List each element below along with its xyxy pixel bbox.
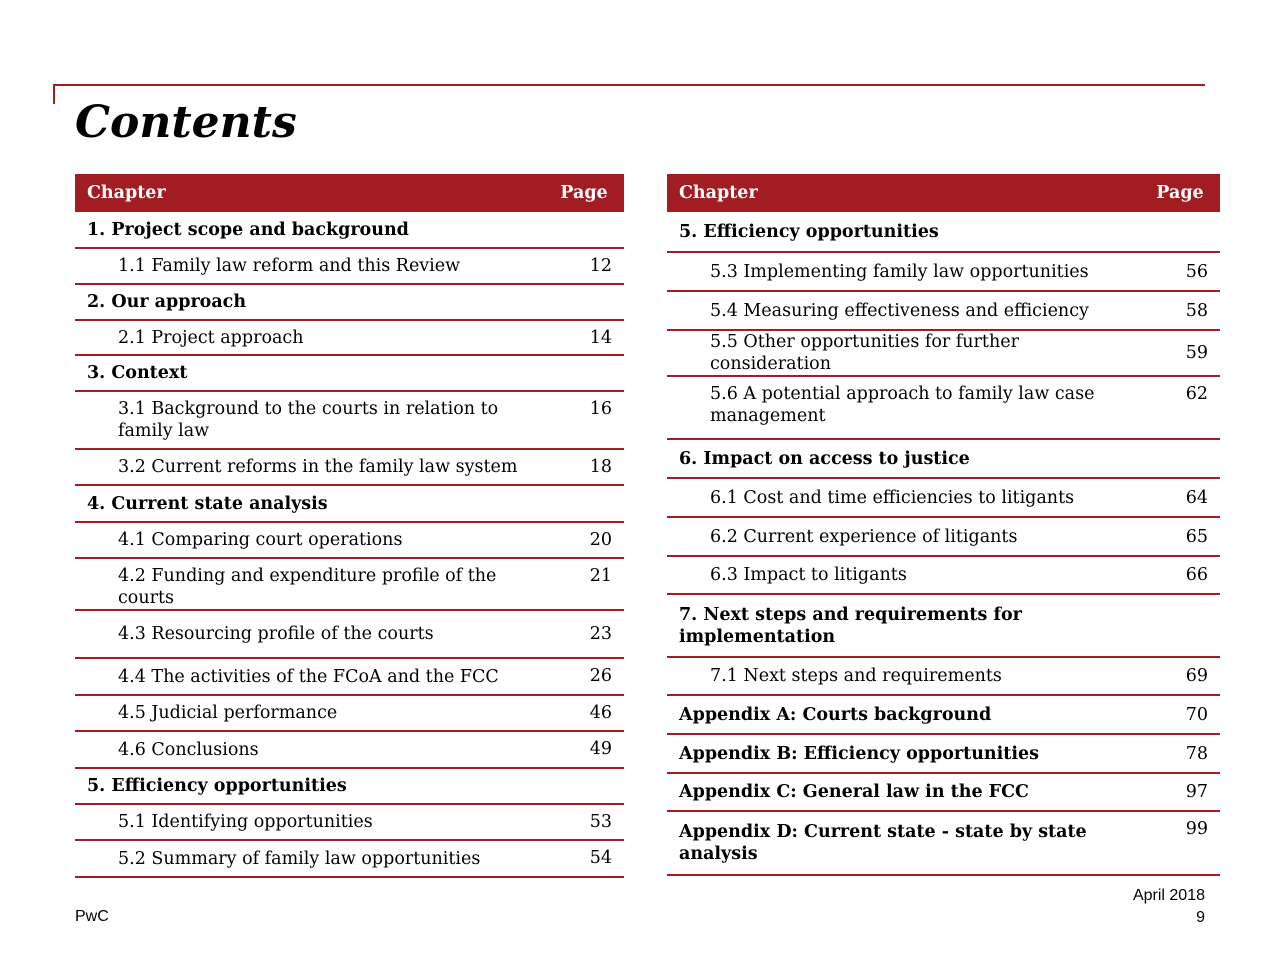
toc-entry-label: 4.5 Judicial performance: [75, 695, 544, 731]
toc-entry-page: 66: [1140, 556, 1220, 594]
toc-entry-row[interactable]: [667, 252, 1220, 291]
toc-entry-row[interactable]: [667, 291, 1220, 330]
toc-entry-row[interactable]: [75, 658, 624, 695]
toc-section-row[interactable]: [75, 768, 624, 804]
toc-entry-label: 1.1 Family law reform and this Review: [75, 248, 544, 284]
toc-entry-page: 46: [544, 695, 624, 731]
toc-entry-row[interactable]: [667, 376, 1220, 439]
table-header-row: [75, 174, 624, 212]
toc-entry-page: 12: [544, 248, 624, 284]
toc-entry-row[interactable]: [75, 731, 624, 768]
toc-entry-row[interactable]: [667, 517, 1220, 556]
contents-table-left: [75, 174, 624, 878]
chapter-column-header: Chapter: [75, 174, 544, 212]
toc-entry-page: 56: [1140, 252, 1220, 291]
footer-info: [1133, 885, 1205, 929]
table-header-row: [667, 174, 1220, 212]
toc-section-row[interactable]: [75, 485, 624, 522]
toc-section-row[interactable]: [75, 355, 624, 391]
toc-entry-page: [544, 212, 624, 248]
toc-entry-row[interactable]: [75, 522, 624, 558]
toc-entry-label: 2.1 Project approach: [75, 320, 544, 355]
toc-section-row[interactable]: [667, 212, 1220, 252]
toc-entry-label: 5.3 Implementing family law opportunities: [667, 252, 1140, 291]
toc-entry-label: 7.1 Next steps and requirements: [667, 657, 1140, 695]
toc-entry-row[interactable]: [75, 695, 624, 731]
toc-section-row[interactable]: [75, 212, 624, 248]
toc-entry-label: Appendix A: Courts background: [667, 695, 1140, 734]
toc-entry-row[interactable]: [75, 558, 624, 610]
toc-entry-label: 4. Current state analysis: [75, 485, 544, 522]
toc-entry-page: 69: [1140, 657, 1220, 695]
toc-entry-page: 97: [1140, 773, 1220, 811]
toc-entry-page: [544, 768, 624, 804]
toc-entry-label: 5.4 Measuring effectiveness and efficiency: [667, 291, 1140, 330]
toc-entry-label: 6.2 Current experience of litigants: [667, 517, 1140, 556]
toc-entry-row[interactable]: [667, 330, 1220, 376]
toc-entry-label: 4.4 The activities of the FCoA and the FCC: [75, 658, 544, 695]
toc-appendix-row[interactable]: [667, 695, 1220, 734]
toc-entry-page: 16: [544, 391, 624, 449]
toc-entry-label: 3. Context: [75, 355, 544, 391]
toc-entry-page: 21: [544, 558, 624, 610]
toc-entry-page: [1140, 439, 1220, 478]
toc-appendix-row[interactable]: [667, 811, 1220, 875]
toc-entry-page: [1140, 212, 1220, 252]
toc-entry-label: 3.1 Background to the courts in relation to family law: [75, 391, 544, 449]
toc-entry-label: 5. Efficiency opportunities: [667, 212, 1140, 252]
toc-entry-label: Appendix D: Current state - state by state analysis: [667, 811, 1140, 875]
toc-entry-page: [544, 485, 624, 522]
toc-entry-row[interactable]: [75, 610, 624, 658]
toc-entry-label: Appendix B: Efficiency opportunities: [667, 734, 1140, 773]
toc-entry-row[interactable]: [75, 248, 624, 284]
toc-entry-page: 65: [1140, 517, 1220, 556]
footer-brand: PwC: [75, 908, 109, 925]
toc-entry-label: 4.3 Resourcing profile of the courts: [75, 610, 544, 658]
toc-entry-page: 53: [544, 804, 624, 840]
page-title: Contents: [75, 97, 297, 148]
toc-entry-label: 6.1 Cost and time efficiencies to litigants: [667, 478, 1140, 517]
toc-entry-label: 2. Our approach: [75, 284, 544, 320]
toc-entry-label: Appendix C: General law in the FCC: [667, 773, 1140, 811]
toc-entry-page: 26: [544, 658, 624, 695]
toc-entry-label: 3.2 Current reforms in the family law system: [75, 449, 544, 485]
toc-entry-label: 5.6 A potential approach to family law case management: [667, 376, 1140, 439]
toc-entry-label: 5. Efficiency opportunities: [75, 768, 544, 804]
toc-entry-row[interactable]: [75, 320, 624, 355]
toc-section-row[interactable]: [667, 594, 1220, 657]
toc-entry-row[interactable]: [75, 391, 624, 449]
toc-entry-row[interactable]: [667, 556, 1220, 594]
toc-entry-row[interactable]: [667, 478, 1220, 517]
toc-entry-page: [544, 355, 624, 391]
toc-entry-page: 20: [544, 522, 624, 558]
toc-entry-page: 23: [544, 610, 624, 658]
toc-entry-label: 4.6 Conclusions: [75, 731, 544, 768]
toc-entry-page: 49: [544, 731, 624, 768]
toc-entry-page: 64: [1140, 478, 1220, 517]
header-rule: [53, 84, 1205, 86]
toc-section-row[interactable]: [75, 284, 624, 320]
toc-entry-page: 14: [544, 320, 624, 355]
toc-entry-label: 4.1 Comparing court operations: [75, 522, 544, 558]
toc-entry-label: 1. Project scope and background: [75, 212, 544, 248]
toc-entry-label: 6.3 Impact to litigants: [667, 556, 1140, 594]
chapter-column-header: Chapter: [667, 174, 1140, 212]
toc-section-row[interactable]: [667, 439, 1220, 478]
toc-entry-row[interactable]: [75, 804, 624, 840]
footer-date: April 2018: [1132, 887, 1205, 904]
toc-entry-page: 18: [544, 449, 624, 485]
page-column-header: Page: [1140, 174, 1220, 212]
header-rule-tick: [53, 84, 55, 104]
toc-entry-page: 62: [1140, 376, 1220, 439]
toc-entry-label: 6. Impact on access to justice: [667, 439, 1140, 478]
toc-entry-page: [544, 284, 624, 320]
toc-entry-page: 58: [1140, 291, 1220, 330]
toc-entry-label: 5.1 Identifying opportunities: [75, 804, 544, 840]
toc-entry-page: 70: [1140, 695, 1220, 734]
page-column-header: Page: [544, 174, 624, 212]
contents-table-right: [667, 174, 1220, 876]
toc-entry-row[interactable]: [75, 449, 624, 485]
toc-entry-page: 59: [1140, 330, 1220, 376]
toc-appendix-row[interactable]: [667, 734, 1220, 773]
toc-entry-label: 5.5 Other opportunities for further consideration: [667, 330, 1140, 376]
toc-entry-page: [1140, 594, 1220, 657]
toc-entry-row[interactable]: [667, 657, 1220, 695]
toc-appendix-row[interactable]: [667, 773, 1220, 811]
toc-entry-row[interactable]: [75, 840, 624, 877]
toc-entry-label: 7. Next steps and requirements for implementation: [667, 594, 1140, 657]
footer-page-number: 9: [1196, 909, 1205, 926]
toc-entry-page: 54: [544, 840, 624, 877]
toc-entry-page: 99: [1140, 811, 1220, 875]
toc-entry-page: 78: [1140, 734, 1220, 773]
toc-entry-label: 4.2 Funding and expenditure profile of the courts: [75, 558, 544, 610]
toc-entry-label: 5.2 Summary of family law opportunities: [75, 840, 544, 877]
